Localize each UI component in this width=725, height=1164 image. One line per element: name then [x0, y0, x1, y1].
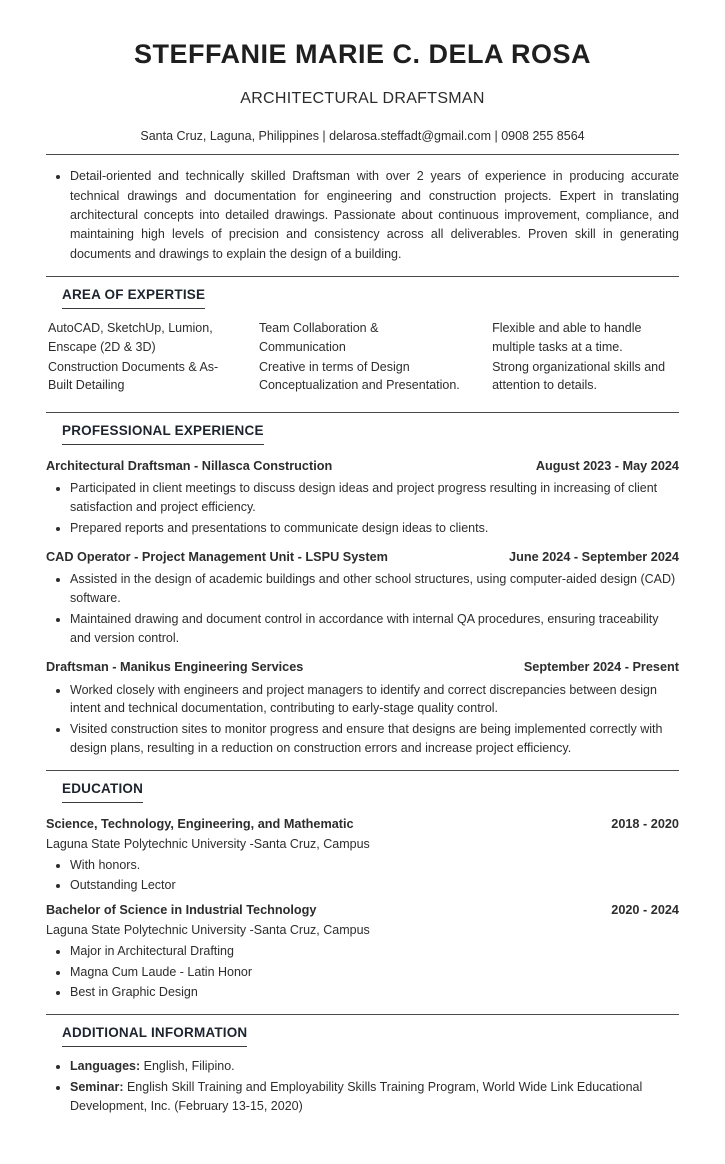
- education-bullet: • Major in Architectural Drafting: [70, 942, 679, 961]
- job-bullet: • Visited construction sites to monitor progress and ensure that designs are being implemented correctly with design plans, resulting in a reduction on construction errors and increase project efficiency.: [70, 720, 679, 758]
- education-header: [46, 901, 679, 920]
- expertise-section: [46, 276, 679, 396]
- job-title: Architectural Draftsman - Nillasca Construction: [46, 459, 333, 474]
- summary-section: [46, 167, 679, 264]
- additional-section: [46, 1014, 679, 1140]
- job-bullet: • Participated in client meetings to discuss design ideas and project progress resulting in increasing of client satisfaction and project efficiency.: [70, 479, 679, 517]
- contact-line: Santa Cruz, Laguna, Philippines | delarosa.steffadt@gmail.com | 0908 255 8564: [46, 127, 679, 156]
- info-label: Seminar:: [70, 1080, 124, 1095]
- job-bullet: • Maintained drawing and document control in accordance with internal QA procedures, ensuring traceability and version control.: [70, 610, 679, 648]
- job-bullet: • Prepared reports and presentations to communicate design ideas to clients.: [70, 519, 679, 538]
- school-name: Laguna State Polytechnic University -Santa Cruz, Campus: [46, 836, 370, 851]
- education-dates: 2020 - 2024: [611, 903, 679, 918]
- education-heading: EDUCATION: [62, 779, 143, 803]
- job-bullet: • Assisted in the design of academic buildings and other school structures, using computer-aided design (CAD) software.: [70, 570, 679, 608]
- school-name: Laguna State Polytechnic University -Santa Cruz, Campus: [46, 923, 370, 938]
- experience-heading: PROFESSIONAL EXPERIENCE: [62, 421, 264, 445]
- education-bullet: • Magna Cum Laude - Latin Honor: [70, 963, 679, 982]
- education-section: [46, 770, 679, 1003]
- candidate-name: STEFFANIE MARIE C. DELA ROSA: [133, 39, 592, 69]
- job-dates: September 2024 - Present: [523, 660, 679, 675]
- expertise-column-1: [48, 319, 233, 396]
- job-header: [46, 457, 679, 476]
- expertise-item: Flexible and able to handle multiple tasks at a time.: [492, 321, 642, 354]
- expertise-columns: [48, 319, 677, 396]
- job-entry: [46, 658, 679, 757]
- degree-name: Bachelor of Science in Industrial Technology: [46, 903, 317, 918]
- expertise-item: Creative in terms of Design Conceptualization and Presentation.: [258, 359, 460, 392]
- education-header: [46, 815, 679, 834]
- job-bullet: • Worked closely with engineers and project managers to identify and correct discrepancies between design intent and technical documentation, contributing to early-stage quality control.: [70, 681, 679, 719]
- expertise-heading: AREA OF EXPERTISE: [62, 285, 205, 309]
- job-entry: [46, 457, 679, 537]
- expertise-item: AutoCAD, SketchUp, Lumion, Enscape (2D & 3D): [48, 321, 213, 354]
- list-item: [70, 1078, 679, 1116]
- education-bullet: • With honors.: [70, 856, 679, 875]
- summary-bullet: • Detail-oriented and technically skilled Draftsman with over 2 years of experience in producing accurate technical drawings and documentation for engineering and construction projects. Expert in translating architectural concepts into detailed drawings. Passionate about continuous improvement, compliance, and maintaining high levels of precision and consistency across all deliverables. Proven skill in generating documents and drawings to explain the design of a building.: [70, 167, 679, 264]
- expertise-item: Strong organizational skills and attention to details.: [492, 359, 666, 392]
- job-header: [46, 658, 679, 677]
- education-dates: 2018 - 2020: [611, 816, 679, 831]
- job-title: CAD Operator - Project Management Unit - LSPU System: [46, 550, 388, 565]
- job-title: Draftsman - Manikus Engineering Services: [46, 660, 304, 675]
- job-entry: [46, 548, 679, 647]
- degree-name: Science, Technology, Engineering, and Mathematic: [46, 816, 354, 831]
- job-dates: August 2023 - May 2024: [535, 459, 679, 474]
- expertise-item: Team Collaboration & Communication: [258, 321, 379, 354]
- additional-heading: ADDITIONAL INFORMATION: [62, 1023, 247, 1047]
- job-header: [46, 548, 679, 567]
- education-bullet: • Best in Graphic Design: [70, 983, 679, 1002]
- candidate-title: ARCHITECTURAL DRAFTSMAN: [240, 89, 485, 107]
- expertise-item: Construction Documents & As-Built Detailing: [48, 359, 219, 392]
- info-text: English Skill Training and Employability Skills Training Program, World Wide Link Educational Development, Inc. (February 13-15, 2020): [70, 1080, 643, 1113]
- list-item: [70, 1057, 679, 1076]
- job-dates: June 2024 - September 2024: [509, 550, 679, 565]
- expertise-column-2: [259, 319, 466, 396]
- info-label: Languages:: [70, 1059, 141, 1074]
- resume-header: [46, 34, 679, 155]
- info-text: English, Filipino.: [140, 1059, 235, 1074]
- expertise-column-3: [492, 319, 677, 396]
- experience-section: [46, 412, 679, 758]
- education-entry: [46, 901, 679, 1002]
- education-entry: [46, 815, 679, 895]
- education-bullet: • Outstanding Lector: [70, 876, 679, 895]
